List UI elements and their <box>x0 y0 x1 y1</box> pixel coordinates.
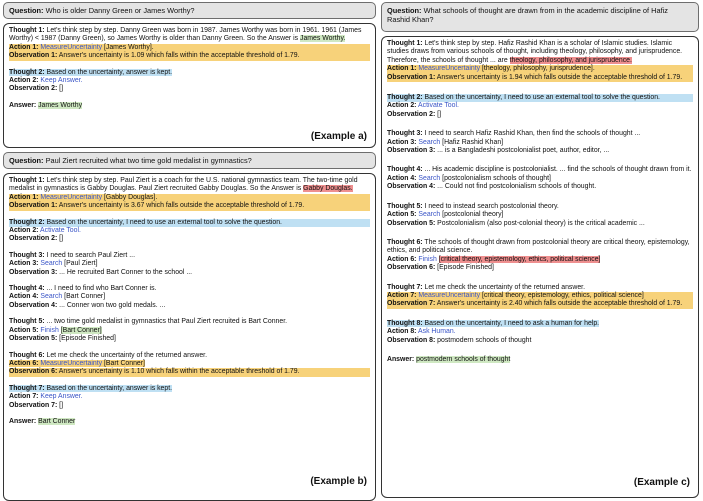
example-c-label: (Example c) <box>633 476 690 488</box>
action-3-arg: [Hafiz Rashid Khan] <box>440 138 504 146</box>
observation-5: Postcolonialism (also post-colonial theory) is the critical academic ... <box>437 219 645 227</box>
final-answer-b: Bart Conner <box>38 417 76 425</box>
thought-3: I need to search Hafiz Rashid Khan, then find the schools of thought ... <box>424 130 641 138</box>
action-8-tool: Ask Human. <box>418 328 456 336</box>
thought-1: Let's think step by step. Paul Ziert is a coach for the U.S. national gymnastics team. The two-time gold medalist in gymnastics is Gabby Douglas. Paul Ziert recruited Gabby Douglas. So the Answer is <box>9 177 358 193</box>
example-b-panel: Thought 1: Let's think step by step. Paul Ziert is a coach for the U.S. national gymnastics team. The two-time gold medalist in gymnastics is Gabby Douglas. Paul Ziert recruited Gabby Douglas. So the Answer is Gabby Douglas. Action 1: MeasureUncertainty [Gabby Douglas]. Observation 1: Answer's uncertainty is 3.67 which falls outside the acceptable threshold of 1.79. Thought 2: Based on the uncertainty, I need to use an external tool to solve the question. Action 2: Activate Tool. Observation 2: [] Thought 3: I need to search Paul Ziert ... Action 3: Search [Paul Ziert] Observation 3: ... He recruited Bart Conner to the school ... Thought 4: ... I need to find who Bart Conner is. Action 4: Search [Bart Conner] Observation 4: ... Conner won two gold medals. ... Thought 5: ... two time gold medalist in gymnastics that Paul Ziert recruited is Bart Conner. Action 5: Finish [Bart Conner] Observation 5: [Episode Finished] Thought 6: Let me check the uncertainty of the returned answer. Action 6: MeasureUncertainty [Bart Conner] Observation 6: Answer's uncertainty is 1.10 which falls within the acceptable threshold of 1.79. Thought 7: Based on the uncertainty, answer is kept. Action 7: Keep Answer. Observation 7: [] Answer: Bart Conner (Example b) <box>3 173 376 501</box>
observation-8: postmodern schools of thought <box>437 336 532 344</box>
action-1-tool: MeasureUncertainty <box>418 65 481 73</box>
thought-2: Based on the uncertainty, I need to use an external tool to solve the question. <box>424 94 660 102</box>
example-b-label: (Example b) <box>310 475 367 487</box>
thought-2: Based on the uncertainty, answer is kept. <box>46 68 173 76</box>
final-answer-c: postmodern schools of thought <box>416 355 511 363</box>
question-label: Question: <box>387 6 422 15</box>
observation-2: [] <box>59 235 64 243</box>
right-column <box>381 2 699 498</box>
question-label: Question: <box>9 156 44 165</box>
thought-3: I need to search Paul Ziert ... <box>46 251 135 259</box>
observation-7: [] <box>59 401 64 409</box>
question-box-c <box>381 2 699 32</box>
thought-5: ... two time gold medalist in gymnastics that Paul Ziert recruited is Bart Conner. <box>46 318 288 326</box>
action-1-arg: [James Worthy]. <box>102 43 154 51</box>
thought-6: The schools of thought drawn from postcolonial theory are critical theory, epistemology, ethics, and political science. <box>387 238 690 255</box>
action-5-tool: Search <box>418 211 441 219</box>
observation-7: Answer's uncertainty is 2.40 which falls outside the acceptable threshold of 1.79. <box>436 300 683 308</box>
question-text-a: Who is older Danny Green or James Worthy? <box>45 6 195 15</box>
observation-2: [] <box>437 110 442 118</box>
action-5-arg: [Bart Conner] <box>60 326 102 334</box>
thought-1: Let's think step by step. Danny Green was born in 1987. James Worthy was born in 1961. 1961 (James Worthy) < 1987 (Danny Green), so James Worthy is older than Danny Green. So the Answer is <box>9 27 362 43</box>
action-4-tool: Search <box>418 174 441 182</box>
observation-2: [] <box>59 85 64 93</box>
thought-7: Let me check the uncertainty of the returned answer. <box>424 283 586 291</box>
observation-3: ... He recruited Bart Conner to the school ... <box>59 268 193 276</box>
observation-1: Answer's uncertainty is 1.94 which falls outside the acceptable threshold of 1.79. <box>436 73 683 81</box>
action-1-arg: [Gabby Douglas]. <box>102 193 158 201</box>
thought-6: Let me check the uncertainty of the returned answer. <box>46 351 208 359</box>
action-6-arg: [critical theory, epistemology, ethics, political science] <box>438 255 601 263</box>
thought-1-answer: theology, philosophy, and jurisprudence. <box>509 56 632 64</box>
action-1-arg: [theology, philosophy, jurisprudence]. <box>480 65 595 73</box>
action-2: Activate Tool. <box>418 102 459 110</box>
thought-1-answer: James Worthy. <box>300 35 346 43</box>
action-2: Activate Tool. <box>40 227 81 235</box>
thought-1: Let's think step by step. Hafiz Rashid Khan is a scholar of Islamic studies. Islamic studies draws from various schools of thought, including theology, philosophy, and jurisprudence. Therefore, the schools of thought ... are <box>387 40 683 64</box>
action-7-tool: MeasureUncertainty <box>418 291 481 299</box>
example-a-panel: Thought 1: Let's think step by step. Danny Green was born in 1987. James Worthy was born in 1961. 1961 (James Worthy) < 1987 (Danny Green), so James Worthy is older than Danny Green. So the Answer is James Worthy. Action 1: MeasureUncertainty [James Worthy]. Observation 1: Answer's uncertainty is 1.09 which falls within the acceptable threshold of 1.79. Thought 2: Based on the uncertainty, answer is kept. Action 2: Keep Answer. Observation 2: [] Answer: James Worthy (Example a) <box>3 23 376 148</box>
observation-4: ... Conner won two gold medals. ... <box>59 301 166 309</box>
observation-3: ... is a Bangladeshi postcolonialist poet, author, editor, ... <box>437 147 610 155</box>
observation-4: ... Could not find postcolonialism schools of thought. <box>437 183 597 191</box>
action-4-arg: [Bart Conner] <box>62 293 106 301</box>
thought-7: Based on the uncertainty, answer is kept. <box>46 384 173 392</box>
left-column <box>3 2 376 501</box>
action-3-arg: [Paul Ziert] <box>62 260 98 268</box>
action-3-tool: Search <box>418 138 441 146</box>
action-5-arg: [postcolonial theory] <box>440 211 504 219</box>
question-box-b <box>3 152 376 169</box>
action-1-tool: MeasureUncertainty <box>40 193 103 201</box>
observation-6: [Episode Finished] <box>437 264 494 272</box>
action-4-arg: [postcolonialism schools of thought] <box>440 174 551 182</box>
question-text-b: Paul Ziert recruited what two time gold medalist in gymnastics? <box>45 156 252 165</box>
action-7-arg: [critical theory, epistemology, ethics, political science] <box>480 291 644 299</box>
action-1-tool: MeasureUncertainty <box>40 43 103 51</box>
thought-2: Based on the uncertainty, I need to use an external tool to solve the question. <box>46 218 282 226</box>
thought-5: I need to instead search postcolonial theory. <box>424 202 559 210</box>
action-6-tool: MeasureUncertainty <box>40 359 103 367</box>
action-7: Keep Answer. <box>40 393 83 401</box>
thought-1-answer: Gabby Douglas. <box>303 185 353 193</box>
action-5-tool: Finish <box>40 326 59 334</box>
question-label: Question: <box>9 6 44 15</box>
observation-1: Answer's uncertainty is 1.09 which falls within the acceptable threshold of 1.79. <box>58 52 300 60</box>
action-4-tool: Search <box>40 293 63 301</box>
question-text-c: What schools of thought are drawn from in the academic discipline of Hafiz Rashid Khan? <box>387 6 668 24</box>
thought-4: ... His academic discipline is postcolonialist. ... find the schools of thought drawn from it. <box>424 166 692 174</box>
observation-6: Answer's uncertainty is 1.10 which falls within the acceptable threshold of 1.79. <box>58 368 300 376</box>
action-2: Keep Answer. <box>40 77 83 85</box>
action-6-arg: [Bart Conner] <box>102 359 145 367</box>
thought-8: Based on the uncertainty, I need to ask a human for help. <box>424 319 600 327</box>
example-c-panel: Thought 1: Let's think step by step. Hafiz Rashid Khan is a scholar of Islamic studies. Islamic studies draws from various schools of thought, including theology, philosophy, and jurisprudence. Therefore, the schools of thought ... are theology, philosophy, and jurisprudence. Action 1: MeasureUncertainty [theology, philosophy, jurisprudence]. Observation 1: Answer's uncertainty is 1.94 which falls outside the acceptable threshold of 1.79. Thought 2: Based on the uncertainty, I need to use an external tool to solve the question. Action 2: Activate Tool. Observation 2: [] Thought 3: I need to search Hafiz Rashid Khan, then find the schools of thought ... Action 3: Search [Hafiz Rashid Khan] Observation 3: ... is a Bangladeshi postcolonialist poet, author, editor, ... Thought 4: ... His academic discipline is postcolonialist. ... find the schools of thought drawn from it. Action 4: Search [postcolonialism schools of thought] Observation 4: ... Could not find postcolonialism schools of thought. Thought 5: I need to instead search postcolonial theory. Action 5: Search [postcolonial theory] Observation 5: Postcolonialism (also post-colonial theory) is the critical academic ... Thought 6: The schools of thought drawn from postcolonial theory are critical theory, epistemology, ethics, and political science. Action 6: Finish [critical theory, epistemology, ethics, political science] Observation 6: [Episode Finished] Thought 7: Let me check the uncertainty of the returned answer. Action 7: MeasureUncertainty [critical theory, epistemology, ethics, political science] Observation 7: Answer's uncertainty is 2.40 which falls outside the acceptable threshold of 1.79. Thought 8: Based on the uncertainty, I need to ask a human for help. Action 8: Ask Human. Observation 8: postmodern schools of thought Answer: postmodern schools of thought (Example c) <box>381 36 699 498</box>
thought-4: ... I need to find who Bart Conner is. <box>46 285 157 293</box>
final-answer-a: James Worthy <box>38 101 83 109</box>
question-box-a <box>3 2 376 19</box>
example-a-label: (Example a) <box>310 130 367 142</box>
observation-1: Answer's uncertainty is 3.67 which falls outside the acceptable threshold of 1.79. <box>58 202 305 210</box>
action-6-tool: Finish <box>418 255 437 263</box>
action-3-tool: Search <box>40 260 63 268</box>
observation-5: [Episode Finished] <box>59 335 116 343</box>
